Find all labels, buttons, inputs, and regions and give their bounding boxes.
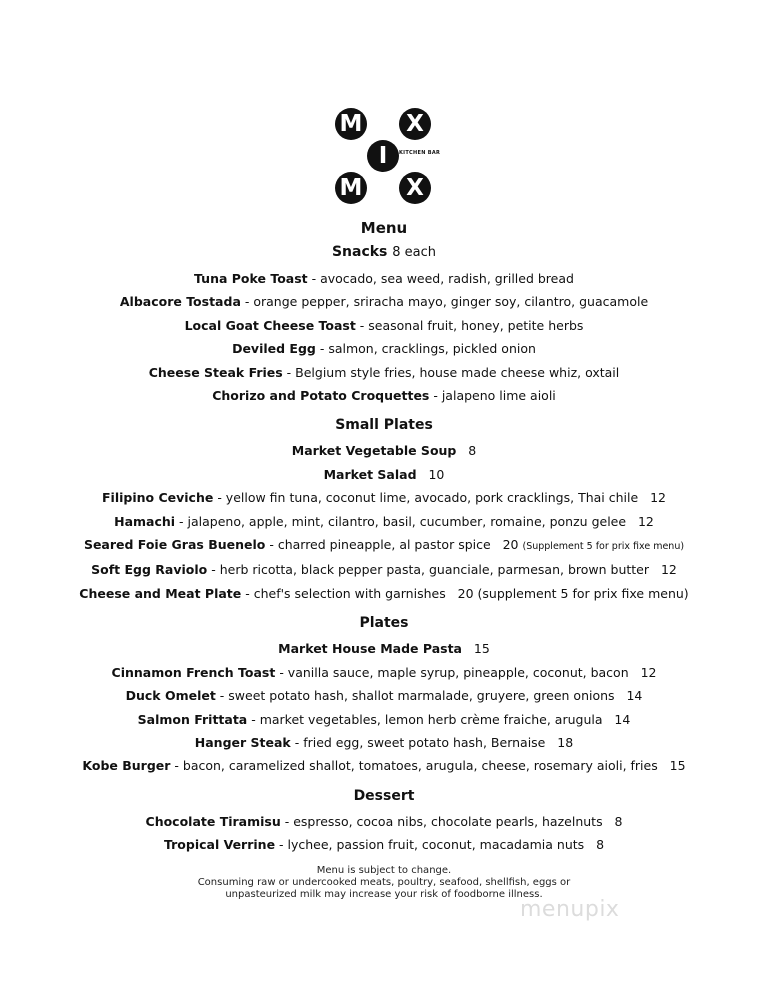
menu-item xyxy=(0,661,768,684)
item-price: 10 xyxy=(428,466,445,482)
logo-letter: M xyxy=(335,172,367,204)
item-name: Duck Omelet xyxy=(125,688,216,704)
item-name: Hanger Steak xyxy=(194,734,291,750)
menu-item xyxy=(0,833,768,856)
item-name: Tropical Verrine xyxy=(163,837,276,853)
menu-item xyxy=(0,533,768,558)
item-name: Seared Foie Gras Buenelo xyxy=(83,537,266,553)
item-name: Deviled Egg xyxy=(232,341,316,357)
item-note: (Supplement 5 for prix fixe menu) xyxy=(522,541,685,553)
section-name: Dessert xyxy=(353,787,415,804)
menu-item xyxy=(0,684,768,707)
item-description: - market vegetables, lemon herb crème fraiche, arugula xyxy=(247,711,603,727)
item-price: 8 xyxy=(596,837,605,853)
logo-letter: X xyxy=(399,172,431,204)
section-heading xyxy=(0,415,768,435)
item-price: 18 xyxy=(557,734,574,750)
section-note: 8 each xyxy=(392,245,437,260)
watermark: menupix xyxy=(520,897,620,922)
section-heading xyxy=(0,242,768,263)
item-price: 20 xyxy=(502,537,519,553)
item-name: Hamachi xyxy=(114,513,176,529)
menu-item xyxy=(0,558,768,581)
item-price: 20 xyxy=(457,585,474,601)
section-name: Plates xyxy=(359,615,409,632)
item-description: - jalapeno, apple, mint, cilantro, basil, cucumber, romaine, ponzu gelee xyxy=(175,513,627,529)
item-price: 15 xyxy=(473,641,490,657)
footer-line: Menu is subject to change. xyxy=(316,865,452,876)
item-name: Chocolate Tiramisu xyxy=(145,813,281,829)
menu-item xyxy=(0,810,768,833)
logo-letter: X xyxy=(399,108,431,140)
menu-item xyxy=(0,486,768,509)
menu-item xyxy=(0,708,768,731)
restaurant-logo xyxy=(335,108,441,204)
section-name: Snacks xyxy=(331,244,388,260)
item-note: (supplement 5 for prix fixe menu) xyxy=(477,585,689,601)
item-name: Kobe Burger xyxy=(82,758,171,774)
item-name: Albacore Tostada xyxy=(119,294,241,310)
menu-item xyxy=(0,267,768,290)
item-name: Cinnamon French Toast xyxy=(111,664,276,680)
item-name: Salmon Frittata xyxy=(137,711,248,727)
item-name: Chorizo and Potato Croquettes xyxy=(212,388,430,404)
item-description: - espresso, cocoa nibs, chocolate pearls, hazelnuts xyxy=(280,813,603,829)
menu-item xyxy=(0,439,768,462)
menu-item xyxy=(0,361,768,384)
menu-sections xyxy=(0,242,768,857)
menu-item xyxy=(0,731,768,754)
item-description: - seasonal fruit, honey, petite herbs xyxy=(355,317,584,333)
menu-item xyxy=(0,337,768,360)
item-description: - jalapeno lime aioli xyxy=(429,388,556,404)
menu-item xyxy=(0,510,768,533)
menu-item xyxy=(0,463,768,486)
menu-item xyxy=(0,290,768,313)
item-name: Filipino Ceviche xyxy=(102,490,214,506)
item-price: 12 xyxy=(640,664,657,680)
item-price: 8 xyxy=(614,813,623,829)
item-name: Market Vegetable Soup xyxy=(291,443,457,459)
item-price: 14 xyxy=(614,711,631,727)
item-name: Cheese Steak Fries xyxy=(148,364,283,380)
menu-body xyxy=(0,218,768,857)
item-name: Local Goat Cheese Toast xyxy=(184,317,356,333)
menu-item xyxy=(0,754,768,777)
item-price: 15 xyxy=(669,758,686,774)
item-description: - fried egg, sweet potato hash, Bernaise xyxy=(290,734,546,750)
item-description: - herb ricotta, black pepper pasta, guanciale, parmesan, brown butter xyxy=(207,562,650,578)
item-description: - vanilla sauce, maple syrup, pineapple, coconut, bacon xyxy=(275,664,629,680)
item-description: - avocado, sea weed, radish, grilled bread xyxy=(307,271,574,286)
item-price: 8 xyxy=(468,443,477,459)
item-description: - sweet potato hash, shallot marmalade, gruyere, green onions xyxy=(215,688,615,704)
section-name: Small Plates xyxy=(335,417,433,434)
footer-line: Consuming raw or undercooked meats, poultry, seafood, shellfish, eggs or xyxy=(197,877,571,888)
logo-letter: M xyxy=(335,108,367,140)
section-heading xyxy=(0,786,768,806)
footer-line: unpasteurized milk may increase your risk of foodborne illness. xyxy=(225,889,543,900)
item-description: - orange pepper, sriracha mayo, ginger soy, cilantro, guacamole xyxy=(240,294,649,310)
menu-item xyxy=(0,314,768,337)
menu-item xyxy=(0,582,768,605)
item-name: Market Salad xyxy=(323,466,417,482)
item-description: - lychee, passion fruit, coconut, macadamia nuts xyxy=(275,837,585,853)
item-description: - yellow fin tuna, coconut lime, avocado, pork cracklings, Thai chile xyxy=(213,490,639,506)
menu-title: Menu xyxy=(360,219,408,237)
item-price: 14 xyxy=(626,688,643,704)
item-price: 12 xyxy=(650,490,666,506)
logo-tagline: KITCHEN BAR xyxy=(399,150,441,156)
item-description: - bacon, caramelized shallot, tomatoes, arugula, cheese, rosemary aioli, fries xyxy=(170,758,658,774)
item-description: - salmon, cracklings, pickled onion xyxy=(315,341,536,357)
item-price: 12 xyxy=(637,513,654,529)
item-description: - chef's selection with garnishes xyxy=(241,585,446,601)
section-heading xyxy=(0,613,768,633)
item-name: Market House Made Pasta xyxy=(278,641,462,657)
item-description: - charred pineapple, al pastor spice xyxy=(265,537,491,553)
menu-item xyxy=(0,384,768,407)
item-name: Soft Egg Raviolo xyxy=(91,562,208,578)
item-name: Cheese and Meat Plate xyxy=(79,585,242,601)
item-description: - Belgium style fries, house made cheese whiz, oxtail xyxy=(282,364,620,380)
item-price: 12 xyxy=(660,562,677,578)
logo-letter: I xyxy=(367,140,399,172)
menu-item xyxy=(0,637,768,660)
item-name: Tuna Poke Toast xyxy=(194,271,308,286)
footer-disclaimer xyxy=(0,865,768,901)
